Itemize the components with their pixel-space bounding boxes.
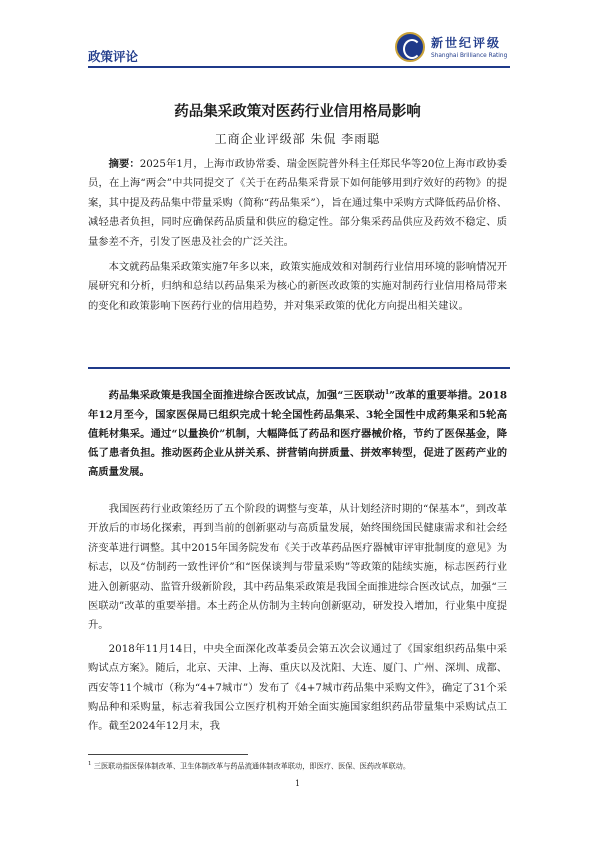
body-paragraph-1: 我国医药行业政策经历了五个阶段的调整与变革，从计划经济时期的“保基本”，到改革开放后的市场化探索，再到当前的创新驱动与高质量发展，始终围绕国民健康需求和社会经济变革进行调整。其中2015年国务院发布《关于改革药品医疗器械审评审批制度的意见》为标志，以及“仿制药一致性评价”和“医保谈判与带量采购”等政策的陆续实施，标志医药行业进入创新驱动、监管升级新阶段，其中药品集采政策是我国全面推进综合医改试点，加强“三医联动”改革的重要举措。本土药企从仿制为主转向创新驱动，研发投入增加，行业集中度提升。 <box>88 503 507 632</box>
document-authors: 工商企业评级部 朱侃 李雨聪 <box>214 132 381 146</box>
footnote-rule <box>88 754 248 755</box>
page-number: 1 <box>294 779 301 788</box>
abstract-paragraph-2: 本文就药品集采政策实施7年多以来，政策实施成效和对制药行业信用环境的影响情况开展研究和分析，归纳和总结以药品集采为核心的新医改政策的实施对制药行业信用格局带来的变化和政策影响下医药行业的信用趋势，并对集采政策的优化方向提出相关建议。 <box>88 261 507 312</box>
highlight-text-1: 药品集采政策是我国全面推进综合医改试点，加强“三医联动 <box>108 389 385 402</box>
footnote-text: 三医联动指医保体制改革、卫生体制改革与药品流通体制改革联动，即医疗、医保、医药改革联动。 <box>93 761 411 771</box>
abstract-paragraph-1 <box>88 155 507 252</box>
body-paragraph-2: 2018年11月14日，中央全面深化改革委员会第五次会议通过了《国家组织药品集中采购试点方案》。随后，北京、天津、上海、重庆以及沈阳、大连、厦门、广州、深圳、成都、西安等11个城市（称为“4+7城市”）发布了《4+7城市药品集中采购文件》，确定了31个采购品种和采购量，标志着我国公立医疗机构开始全面实施国家组织药品带量集中采购试点工作。截至2024年12月末，我 <box>88 642 507 733</box>
logo-chinese-name: 新世纪评级 <box>431 36 502 50</box>
abstract <box>88 155 507 316</box>
header-rule <box>88 66 510 68</box>
footnote-reference[interactable]: 1 <box>384 389 390 396</box>
brand-logo <box>395 30 515 66</box>
body-text <box>88 500 507 737</box>
abstract-text-1: 2025年1月，上海市政协常委、瑞金医院普外科主任郑民华等20位上海市政协委员，在上海“两会”中共同提交了《关于在药品集采背景下如何能够用到疗效好的药物》的提案，其中提及药品集中带量采购（简称“药品集采”），旨在通过集中采购方式降低药品价格、减轻患者负担，同时应确保药品质量和供应的稳定性。部分集采药品供应及药效不稳定、质量参差不齐，引发了医患及社会的广泛关注。 <box>88 158 508 248</box>
logo-emblem-icon <box>395 32 425 62</box>
abstract-label: 摘要： <box>108 158 140 170</box>
section-label: 政策评论 <box>88 49 139 64</box>
highlight-divider <box>88 367 510 369</box>
document-title: 药品集采政策对医药行业信用格局影响 <box>174 104 421 120</box>
footnote-number: 1 <box>88 761 92 767</box>
highlight-paragraph <box>88 383 507 482</box>
footnote <box>88 758 507 772</box>
logo-english-name: Shanghai Brilliance Rating <box>431 53 508 59</box>
highlight-text-2: ”改革的重要举措。2018年12月至今，国家医保局已组织完成十轮全国性药品集采、3轮全国性中成药集采和5轮高值耗材集采。通过“以量换价”机制，大幅降低了药品和医疗器械价格，节约了医保基金，降低了患者负担。推动医药企业从拼关系、拼营销向拼质量、拼效率转型，促进了医药产业的高质量发展。 <box>88 389 507 479</box>
